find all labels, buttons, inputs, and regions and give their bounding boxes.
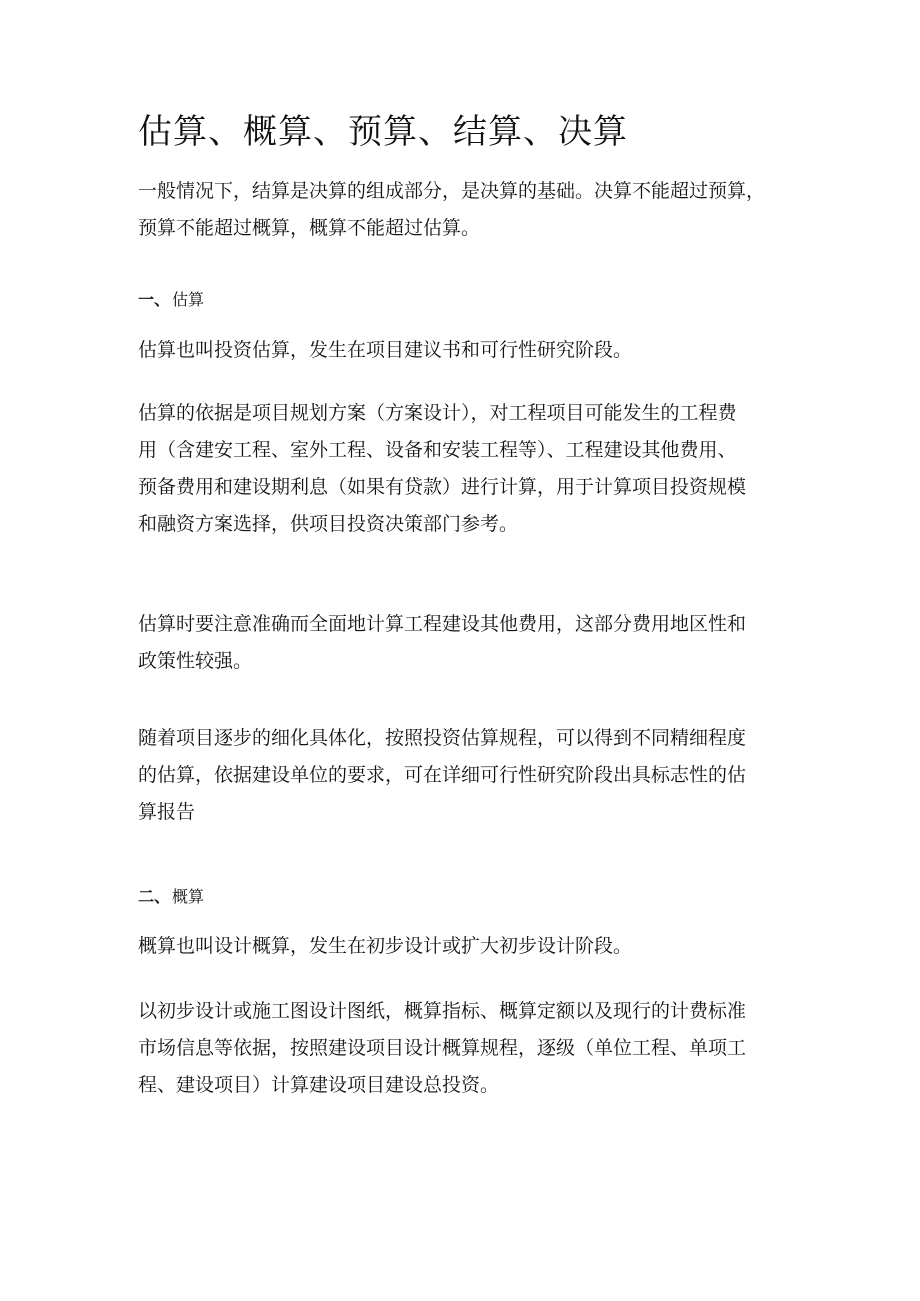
text-line: 概算也叫设计概算，发生在初步设计或扩大初步设计阶段。 [138,935,633,957]
text-line: 一般情况下，结算是决算的组成部分，是决算的基础。决算不能超过预算， [138,180,766,202]
text-line: 估算的依据是项目规划方案（方案设计），对工程项目可能发生的工程费 [138,402,737,424]
paragraph [138,993,788,1104]
text-line: 估算时要注意准确而全面地计算工程建设其他费用，这部分费用地区性和 [138,613,747,635]
text-line: 程、建设项目）计算建设项目建设总投资。 [138,1074,500,1096]
text-line: 预备费用和建设期利息（如果有贷款）进行计算，用于计算项目投资规模 [138,476,747,498]
page-title: 估算、概算、预算、结算、决算 [138,112,628,152]
text-line: 预算不能超过概算，概算不能超过估算。 [138,217,481,239]
section-number: 二、 [138,887,171,906]
text-line: 估算也叫投资估算，发生在项目建议书和可行性研究阶段。 [138,339,633,361]
section-number: 一、 [138,290,171,309]
section-title: 估算 [172,290,205,309]
text-line: 用（含建安工程、室外工程、设备和安装工程等）、工程建设其他费用、 [138,439,737,461]
text-line: 随着项目逐步的细化具体化，按照投资估算规程，可以得到不同精细程度 [138,727,747,749]
paragraph [138,928,788,965]
section-heading-budget-estimate [138,885,204,909]
text-line: 市场信息等依据，按照建设项目设计概算规程，逐级（单位工程、单项工 [138,1037,747,1059]
text-line: 和融资方案选择，供项目投资决策部门参考。 [138,513,519,535]
paragraph [138,332,788,369]
text-line: 的估算，依据建设单位的要求，可在详细可行性研究阶段出具标志性的估 [138,764,747,786]
paragraph [138,720,788,831]
section-heading-estimate [138,288,204,312]
paragraph [138,395,788,543]
paragraph [138,606,788,680]
text-line: 政策性较强。 [138,650,253,672]
intro-paragraph [138,173,788,247]
text-line: 以初步设计或施工图设计图纸，概算指标、概算定额以及现行的计费标准 [138,1000,747,1022]
section-title: 概算 [172,887,205,906]
text-line: 算报告 [138,801,196,823]
